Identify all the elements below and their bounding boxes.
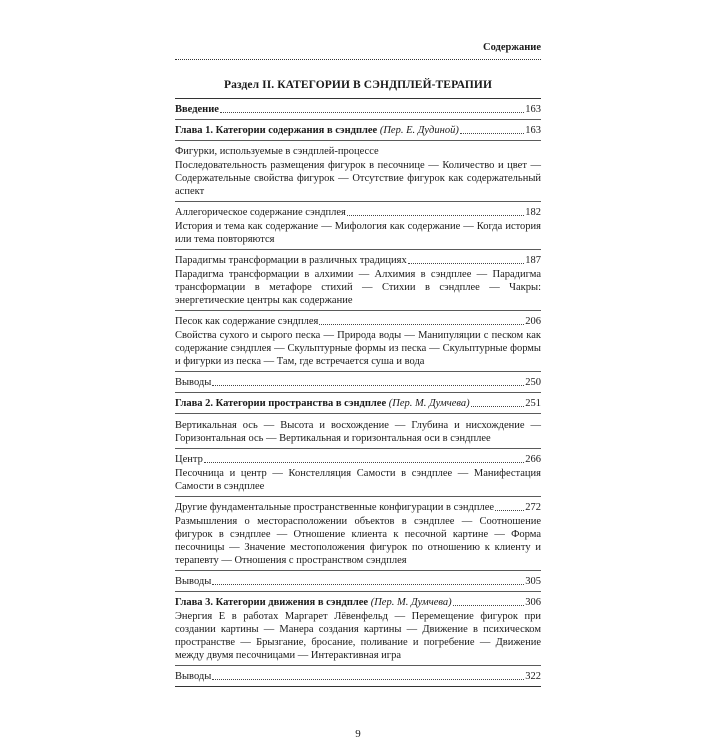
dot-leader	[347, 215, 524, 216]
toc-entry-ch1-item4[interactable]	[175, 315, 541, 328]
toc-entry-chapter3[interactable]	[175, 596, 541, 609]
dot-leader	[471, 406, 525, 407]
entry-title: Выводы	[175, 576, 212, 587]
entry-title: Выводы	[175, 377, 212, 388]
toc-entry-intro[interactable]	[175, 103, 541, 116]
entry-page: 206	[525, 316, 541, 327]
dot-leader	[220, 112, 524, 113]
toc-entry-ch1-item2[interactable]	[175, 206, 541, 219]
running-header: Содержание	[483, 42, 541, 53]
dot-leader	[408, 263, 525, 264]
toc-entry-chapter2[interactable]	[175, 397, 541, 410]
entry-page: 163	[525, 125, 541, 136]
dot-leader	[204, 462, 524, 463]
toc-block-chapter3	[175, 591, 541, 665]
page-number: 9	[355, 728, 361, 740]
entry-page: 305	[525, 576, 541, 587]
entry-page: 306	[525, 597, 541, 608]
toc-entry-chapter1[interactable]	[175, 124, 541, 137]
chapter-title: Глава 2. Категории пространства в сэндплее	[175, 398, 387, 409]
entry-page: 266	[525, 454, 541, 465]
toc-entry-ch2-conclusions[interactable]	[175, 575, 541, 588]
entry-page: 251	[525, 398, 541, 409]
dot-leader	[212, 584, 524, 585]
dot-leader	[460, 133, 524, 134]
dot-leader	[212, 385, 524, 386]
entry-description: Песочница и центр — Констелляция Самости в сэндплее — Манифестация Самости в сэндплее	[175, 468, 541, 492]
toc-block-chapter1	[175, 119, 541, 140]
chapter-translator: (Пер. Е. Дудиной)	[379, 125, 459, 136]
chapter-title: Глава 1. Категории содержания в сэндплее	[175, 125, 378, 136]
table-of-contents	[175, 98, 541, 687]
toc-entry-ch1-item3[interactable]	[175, 254, 541, 267]
toc-block-chapter2	[175, 392, 541, 413]
toc-entry-ch1-item1[interactable]	[175, 145, 541, 158]
toc-block-ch2-item3	[175, 496, 541, 570]
entry-description: Последовательность размещения фигурок в песочнице — Количество и цвет — Содержательные свойства фигурок — Отсутствие фигурок как содержательный аспект	[175, 160, 541, 197]
entry-title: Фигурки, используемые в сэндплей-процессе	[175, 146, 379, 157]
entry-page: 322	[525, 671, 541, 682]
entry-title: Парадигмы трансформации в различных традициях	[175, 255, 407, 266]
entry-description: Вертикальная ось — Высота и восхождение — Глубина и нисхождение — Горизонтальная ось — Вертикальная и горизонтальная оси в сэндплее	[175, 420, 541, 444]
toc-entry-ch3-conclusions[interactable]	[175, 670, 541, 683]
toc-block-ch1-item4	[175, 310, 541, 371]
entry-page: 272	[525, 502, 541, 513]
toc-entry-ch2-item2[interactable]	[175, 453, 541, 466]
dot-leader	[319, 324, 524, 325]
toc-block-ch3-conclusions	[175, 665, 541, 687]
entry-page: 182	[525, 207, 541, 218]
entry-title: Песок как содержание сэндплея	[175, 316, 319, 327]
entry-description: Свойства сухого и сырого песка — Природа воды — Манипуляции с песком как содержание сэндплея — Скульптурные формы из песка — Скульптурные формы и фигурки из песка — Там, где встречается суша и вода	[175, 330, 541, 367]
toc-block-intro	[175, 98, 541, 119]
entry-title: Выводы	[175, 671, 212, 682]
chapter-translator: (Пер. М. Думчева)	[370, 597, 452, 608]
dot-leader	[212, 679, 524, 680]
toc-block-ch1-item2	[175, 201, 541, 249]
entry-title: Другие фундаментальные пространственные конфигурации в сэндплее	[175, 502, 495, 513]
toc-block-ch1-item3	[175, 249, 541, 310]
toc-block-ch1-item1	[175, 140, 541, 201]
entry-page: 163	[525, 104, 541, 115]
section-title: Раздел II. КАТЕГОРИИ В СЭНДПЛЕЙ-ТЕРАПИИ	[224, 79, 492, 91]
toc-block-ch2-item2	[175, 448, 541, 496]
toc-block-ch2-item1	[175, 413, 541, 448]
entry-description: Энергия Е в работах Маргарет Лёвенфельд — Перемещение фигурок при создании картины — Манера создания картины — Движение в психическом пространстве — Брызгание, бросание, поливание и погребение — Движение между двумя песочницами — Интерактивная игра	[175, 611, 541, 661]
entry-description: История и тема как содержание — Мифология как содержание — Когда история или тема повторяются	[175, 221, 541, 245]
entry-description: Парадигма трансформации в алхимии — Алхимия в сэндплее — Парадигма трансформации в метафоре стихий — Стихии в сэндплее — Чакры: энергетические центры как содержание	[175, 269, 541, 306]
toc-block-ch2-conclusions	[175, 570, 541, 591]
entry-page: 187	[525, 255, 541, 266]
entry-page: 250	[525, 377, 541, 388]
entry-title: Введение	[175, 104, 219, 115]
toc-entry-ch1-conclusions[interactable]	[175, 376, 541, 389]
entry-title: Аллегорическое содержание сэндплея	[175, 207, 346, 218]
dot-leader	[495, 510, 524, 511]
toc-block-ch1-conclusions	[175, 371, 541, 392]
toc-entry-ch2-item3[interactable]	[175, 501, 541, 514]
entry-description: Размышления о месторасположении объектов в сэндплее — Соотношение фигурок в сэндплее — Отношение клиента к песочной картине — Форма песочницы — Значение местоположения фигурок по отношению к клиенту и терапевту — Отношения с пространством сэндплея	[175, 516, 541, 566]
entry-title: Центр	[175, 454, 203, 465]
header-divider	[175, 59, 541, 60]
chapter-translator: (Пер. М. Думчева)	[388, 398, 470, 409]
dot-leader	[453, 605, 525, 606]
chapter-title: Глава 3. Категории движения в сэндплее	[175, 597, 369, 608]
